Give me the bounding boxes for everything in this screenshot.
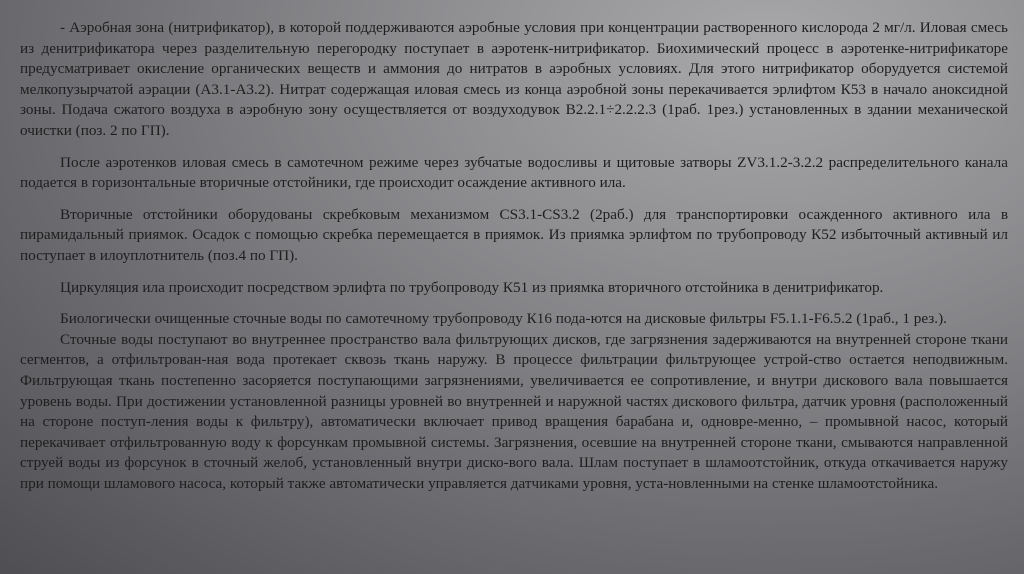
paragraph-secondary-clarifiers: Вторичные отстойники оборудованы скребковым механизмом CS3.1-CS3.2 (2раб.) для транспортировки осажденного активного ила в пирамидальный приямок. Осадок с помощью скребка перемещается в приямок. Из приямка эрлифтом по трубопроводу К52 избыточный активный ил поступает в илоуплотнитель (поз.4 по ГП). [20, 205, 1008, 264]
paragraph-after-aerotanks: После аэротенков иловая смесь в самотечном режиме через зубчатые водосливы и щитовые затворы ZV3.1.2-3.2.2 распределительного канала подается в горизонтальные вторичные отстойники, где происходит осаждение активного ила. [20, 153, 1008, 192]
paragraph-filter-process: Сточные воды поступают во внутреннее пространство вала фильтрующих дисков, где загрязнения задерживаются на внутренней стороне ткани сегментов, а отфильтрован-ная вода протекает сквозь ткань наружу. В процессе фильтрации фильтрующее устрой-ство остается неподвижным. Фильтрующая ткань постепенно засоряется поступающими загрязнениями, увеличивается ее сопротивление, и внутри дискового вала повышается уровень воды. При достижении установленной разницы уровней во внутренней и наружной частях дискового фильтра, датчик уровня (расположенный на стороне поступ-ления воды к фильтру), автоматически включает привод вращения барабана и, одновре-менно, – промывной насос, который перекачивает отфильтрованную воду к форсункам промывной системы. Загрязнения, осевшие на внутренней стороне ткани, смываются направленной струей воды из форсунок в сточный желоб, установленный внутри диско-вого вала. Шлам поступает в шламоотстойник, откуда откачивается наружу при помощи шламового насоса, который также автоматически управляется датчиками уровня, уста-новленными на стенке шламоотстойника. [20, 330, 1008, 492]
slide-text-body [20, 18, 1008, 494]
paragraph-disc-filters: Биологически очищенные сточные воды по самотечному трубопроводу К16 пода-ются на дисковые фильтры F5.1.1-F6.5.2 (1раб., 1 рез.). [60, 310, 947, 328]
paragraph-aerobic-zone: - Аэробная зона (нитрификатор), в которой поддерживаются аэробные условия при концентрации растворенного кислорода 2 мг/л. Иловая смесь из денитрификатора через разделительную перегородку поступает в аэротенк-нитрификатор. Биохимический процесс в аэротенке-нитрификаторе предусматривает окисление органических веществ и аммония до нитратов в аэробных условиях. Для этого нитрификатор оборудуется системой мелкопузырчатой аэрации (А3.1-А3.2). Нитрат содержащая иловая смесь из конца аэробной зоны перекачивается эрлифтом К53 в начало аноксидной зоны. Подача сжатого воздуха в аэробную зону осуществляется от воздуходувок В2.2.1÷2.2.2.3 (1раб. 1рез.) установленных в здании механической очистки (поз. 2 по ГП). [20, 19, 1008, 139]
paragraph-sludge-circulation: Циркуляция ила происходит посредством эрлифта по трубопроводу К51 из приямка вторичного отстойника в денитрификатор. [60, 278, 884, 296]
